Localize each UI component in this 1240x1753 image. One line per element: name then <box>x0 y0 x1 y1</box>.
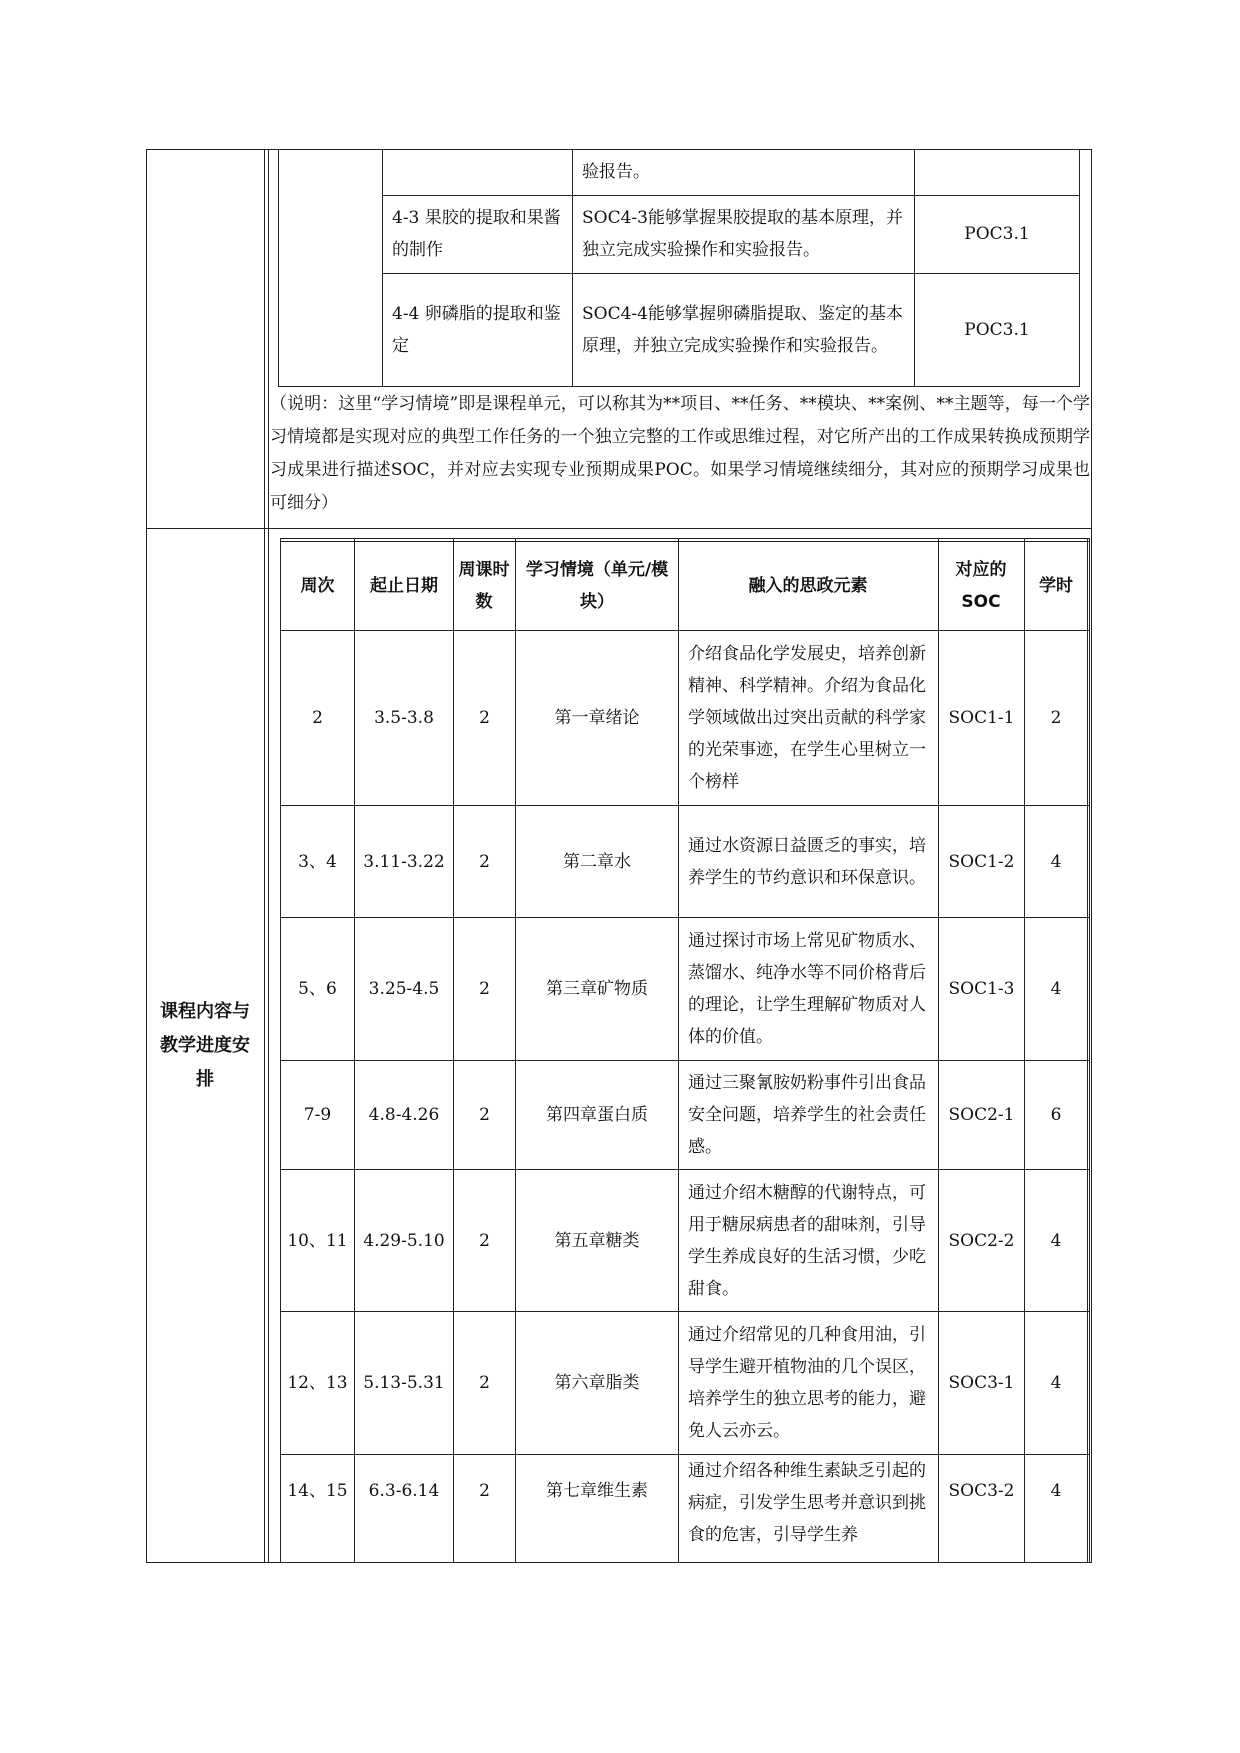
table-cell-poc: POC3.1 <box>964 224 1030 244</box>
table-cell-date: 4.29-5.10 <box>363 1230 445 1251</box>
divider <box>1024 538 1025 1563</box>
divider <box>572 149 573 387</box>
table-cell-element: 通过介绍常见的几种食用油，引导学生避开植物油的几个误区，培养学生的独立思考的能力，避免人云亦云。 <box>688 1325 926 1441</box>
divider <box>515 538 516 1563</box>
table-cell-hours: 2 <box>1050 708 1062 728</box>
table-cell-unit: 4-4 卵磷脂的提取和鉴定 <box>392 304 561 356</box>
table-cell-date: 5.13-5.31 <box>363 1373 445 1393</box>
table-cell-hours-per-week: 2 <box>479 1373 490 1393</box>
table-cell-poc: POC3.1 <box>964 320 1030 340</box>
table-cell-hours-per-week: 2 <box>479 708 490 728</box>
table-cell-hours: 4 <box>1050 1373 1062 1393</box>
divider <box>914 149 915 387</box>
table-cell-element: 介绍食品化学发展史，培养创新精神、科学精神。介绍为食品化学领域做出过突出贡献的科学家的光荣事迹，在学生心里树立一个榜样 <box>688 644 926 792</box>
header-week: 周次 <box>300 576 335 596</box>
table-cell-hours: 6 <box>1050 1105 1062 1125</box>
divider <box>354 538 355 1563</box>
table-cell-element: 通过介绍木糖醇的代谢特点，可用于糖尿病患者的甜味剂，引导学生养成良好的生活习惯，少吃甜食。 <box>688 1182 926 1299</box>
table-cell-unit: 第六章脂类 <box>554 1373 640 1393</box>
divider <box>938 538 939 1563</box>
table-cell-week: 5、6 <box>298 979 337 999</box>
table-cell-soc: SOC1-2 <box>948 851 1015 872</box>
table-cell-date: 4.8-4.26 <box>368 1105 440 1125</box>
divider <box>678 538 679 1563</box>
divider <box>382 149 383 387</box>
table-cell-hours-per-week: 2 <box>479 1105 490 1125</box>
table-cell-week: 10、11 <box>287 1230 348 1251</box>
header-date: 起止日期 <box>370 576 438 596</box>
table-cell-soc: SOC1-3 <box>948 979 1015 999</box>
table-cell-soc: SOC4-3能够掌握果胶提取的基本原理，并独立完成实验操作和实验报告。 <box>582 208 903 260</box>
table-cell-soc: SOC1-1 <box>948 708 1015 728</box>
header-unit: 学习情境（单元/模块） <box>525 560 669 612</box>
table-cell-hours-per-week: 2 <box>479 979 490 999</box>
table-cell-week: 14、15 <box>287 1481 348 1501</box>
table-cell-date: 3.11-3.22 <box>363 851 445 872</box>
table-cell-unit: 4-3 果胶的提取和果酱的制作 <box>392 208 561 260</box>
table-cell-week: 2 <box>312 708 323 728</box>
table-cell-week: 7-9 <box>303 1105 332 1125</box>
table-cell-unit: 第四章蛋白质 <box>546 1105 648 1125</box>
divider <box>382 273 1080 274</box>
header-hours: 学时 <box>1039 576 1073 596</box>
table-cell-soc: SOC2-1 <box>948 1105 1015 1125</box>
table-cell-element: 通过三聚氰胺奶粉事件引出食品安全问题，培养学生的社会责任感。 <box>688 1073 926 1157</box>
table-cell-element: 通过介绍各种维生素缺乏引起的病症，引发学生思考并意识到挑食的危害，引导学生养 <box>688 1461 926 1545</box>
table-cell-week: 12、13 <box>287 1373 348 1393</box>
header-element: 融入的思政元素 <box>748 576 868 596</box>
divider <box>264 149 265 1563</box>
table-cell-hours: 4 <box>1050 1230 1062 1251</box>
table-cell-hours: 4 <box>1050 979 1062 999</box>
divider <box>382 195 1080 196</box>
table-cell-unit: 第五章糖类 <box>554 1230 640 1251</box>
table-cell-unit: 第七章维生素 <box>546 1481 648 1501</box>
note-paragraph: （说明：这里“学习情境”即是课程单元，可以称其为**项目、**任务、**模块、**案例、**主题等，每一个学习情境都是实现对应的典型工作任务的一个独立完整的工作或思维过程，对它所产出的工作成果转换成预期学习成果进行描述SOC，并对应去实现专业预期成果POC。如果学习情境继续细分，其对应的预期学习成果也可细分） <box>270 394 1090 513</box>
divider <box>146 528 1092 529</box>
table-cell-soc: SOC3-1 <box>948 1373 1015 1393</box>
table-cell-unit: 第二章水 <box>563 851 631 872</box>
table-cell-week: 3、4 <box>298 851 337 872</box>
table-cell-soc: SOC3-2 <box>948 1481 1015 1501</box>
section-label <box>146 528 264 1563</box>
table-cell-soc: SOC4-4能够掌握卵磷脂提取、鉴定的基本原理，并独立完成实验操作和实验报告。 <box>582 304 903 356</box>
table-cell-hours: 4 <box>1050 851 1062 872</box>
table-cell-soc: 验报告。 <box>582 162 650 182</box>
table-cell-hours: 4 <box>1050 1481 1062 1501</box>
divider <box>453 538 454 1563</box>
table-cell-date: 6.3-6.14 <box>368 1481 440 1501</box>
table-cell-hours-per-week: 2 <box>479 851 490 872</box>
table-cell-element: 通过水资源日益匮乏的事实，培养学生的节约意识和环保意识。 <box>688 835 926 888</box>
table-cell-date: 3.5-3.8 <box>374 708 434 728</box>
header-hours-per-week: 周课时数 <box>458 560 510 612</box>
header-soc: 对应的SOC <box>955 560 1007 612</box>
table-cell-element: 通过探讨市场上常见矿物质水、蒸馏水、纯净水等不同价格背后的理论，让学生理解矿物质对人体的价值。 <box>688 931 926 1047</box>
table-cell-soc: SOC2-2 <box>948 1230 1015 1251</box>
section-label-text: 课程内容与教学进度安排 <box>160 1000 250 1090</box>
divider <box>1087 538 1088 1563</box>
table-cell-hours-per-week: 2 <box>479 1230 490 1251</box>
table-cell-unit: 第三章矿物质 <box>546 979 648 999</box>
divider <box>268 149 269 1563</box>
table-cell-date: 3.25-4.5 <box>368 979 440 999</box>
table-cell-unit: 第一章绪论 <box>554 708 640 728</box>
table-cell-hours-per-week: 2 <box>479 1481 490 1501</box>
